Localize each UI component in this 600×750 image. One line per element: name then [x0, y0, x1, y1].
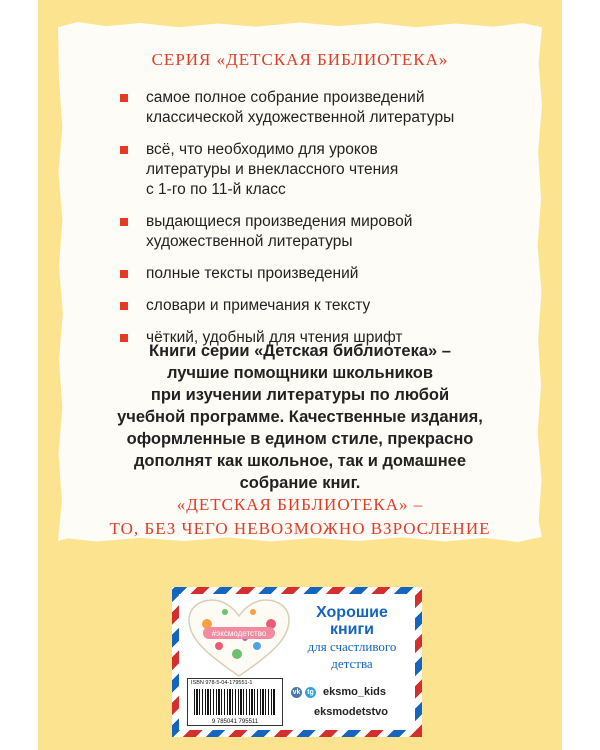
feature-line: выдающиеся произведения мировой: [146, 213, 413, 230]
tagline-line: детства: [331, 656, 373, 671]
isbn-barcode: [187, 678, 283, 726]
feature-line: классической художественной литературы: [146, 109, 455, 126]
feature-item: [120, 296, 460, 316]
tagline-line: книги: [329, 621, 374, 638]
tagline-line: для счастливого: [307, 639, 397, 654]
site-name: eksmodetstvo: [314, 706, 388, 718]
isbn-text: ISBN 978-5-04-179551-1: [191, 680, 253, 686]
envelope-inner: [179, 594, 415, 730]
bullet-icon: [120, 302, 128, 310]
slogan-line: «ДЕТСКАЯ БИБЛИОТЕКА» –: [176, 495, 424, 514]
feature-line: словари и примечания к тексту: [146, 297, 371, 314]
bullet-icon: [120, 94, 128, 102]
barcode-number: 9 785041 795511: [211, 719, 259, 725]
feature-item: [120, 88, 460, 128]
bullet-icon: [120, 270, 128, 278]
feature-line: полные тексты произведений: [146, 265, 359, 282]
paragraph-line: оформленные в едином стиле, прекрасно: [126, 430, 474, 448]
vk-icon: vk: [292, 688, 301, 696]
slogan-line: ТО, БЕЗ ЧЕГО НЕВОЗМОЖНО ВЗРОСЛЕНИЕ: [109, 519, 491, 538]
social-handle: eksmo_kids: [323, 686, 386, 698]
doodle-icon: [253, 642, 261, 650]
feature-line: с 1-го по 11-й класс: [146, 181, 286, 198]
doodle-icon: [215, 642, 223, 650]
feature-line: литературы и внеклассного чтения: [146, 161, 399, 178]
social-links: [291, 684, 411, 718]
doodle-icon: [222, 609, 228, 615]
paragraph-line: лучшие помощники школьников: [166, 364, 434, 382]
stamp-tagline: [297, 604, 407, 672]
paragraph-line: учебной программе. Качественные издания,: [117, 408, 483, 426]
feature-item: [120, 264, 460, 284]
social-row: [291, 684, 411, 700]
telegram-icon: tg: [305, 687, 316, 698]
paragraph-line: дополнят как школьное, так и домашнее: [133, 452, 467, 470]
feature-item: [120, 212, 460, 252]
feature-list: [120, 88, 460, 360]
slogan: [0, 493, 600, 541]
paragraph-line: собрание книг.: [239, 474, 361, 492]
feature-line: художественной литературы: [146, 233, 353, 250]
bullet-icon: [120, 218, 128, 226]
doodle-icon: [250, 609, 256, 615]
feature-line: чёткий, удобный для чтения шрифт: [146, 329, 403, 346]
hashtag-text: #эксмодетство: [211, 629, 267, 638]
paragraph-line: Книги серии «Детская библиотека» –: [149, 342, 451, 360]
doodle-icon: [232, 649, 242, 659]
feature-line: всё, что необходимо для уроков: [146, 141, 378, 158]
paragraph-line: при изучении литературы по любой: [150, 386, 450, 404]
heart-logo-icon: [185, 598, 293, 680]
feature-line: самое полное собрание произведений: [146, 89, 425, 106]
barcode-bars: [194, 689, 276, 715]
description-paragraph: [90, 340, 510, 494]
series-title: СЕРИЯ «ДЕТСКАЯ БИБЛИОТЕКА»: [151, 50, 449, 69]
feature-item: [120, 140, 460, 200]
bullet-icon: [120, 146, 128, 154]
tagline-line: Хорошие: [316, 604, 388, 621]
airmail-envelope-stamp: [172, 587, 422, 737]
